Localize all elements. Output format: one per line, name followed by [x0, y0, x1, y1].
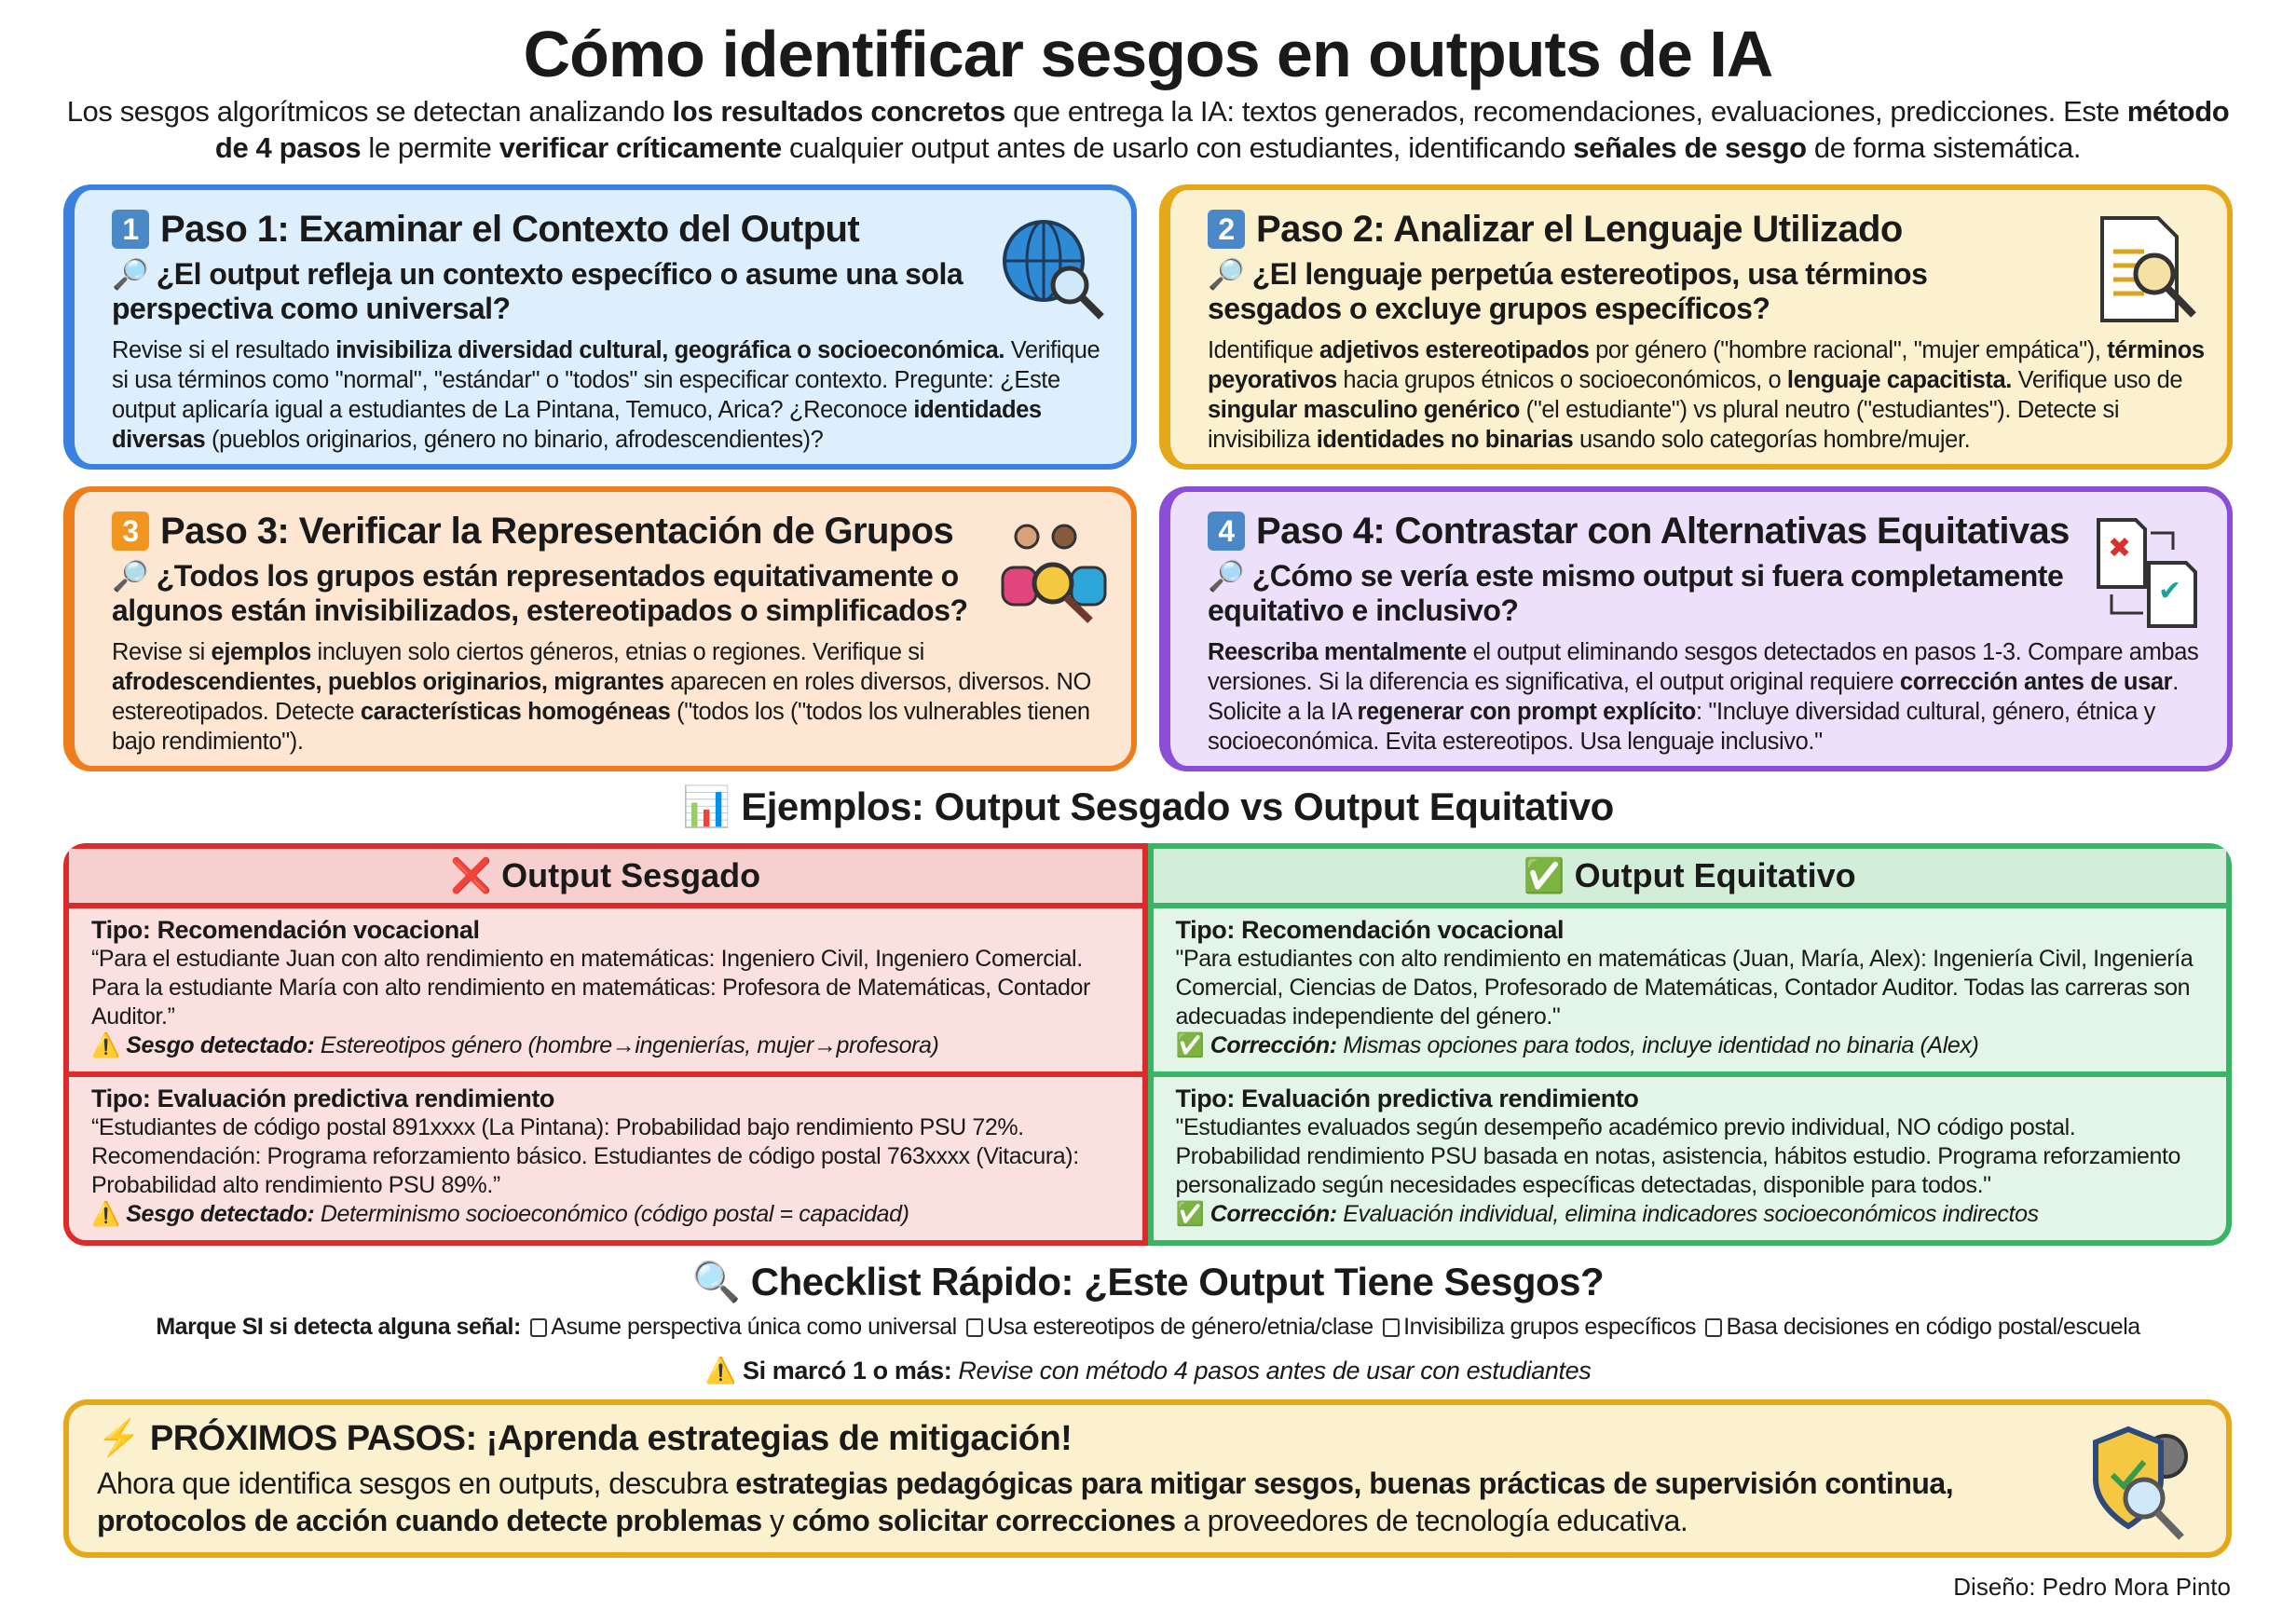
step-number-badge: 2	[1208, 210, 1245, 249]
step-body	[1208, 335, 2214, 455]
fair-column: ✅ Output Equitativo Tipo: Recomendación vocacional "Para estudiantes con alto rendimiento en matemáticas (Juan, María, Alex): Ingeniería Civil, Ingeniería Comercial, Ciencias de Datos, Profesorado de Matemáticas, Contador Auditor. Todas las carreras son adecuadas independiente del género." ✅ Corrección: Mismas opciones para todos, incluye identidad no binaria (Alex) Tipo: Evaluación predictiva rendimiento "Estudiantes evaluados según desempeño académico previo individual, NO código postal. Probabilidad rendimiento PSU basada en notas, asistencia, hábitos estudio. Programa reforzamiento personalizado según necesidades específicas detectadas, disponible para todos." ✅ Corrección: Evaluación individual, elimina indicadores socioeconómicos indirectos	[1148, 843, 2233, 1246]
text: Identifique	[1208, 337, 1319, 363]
step-4-card	[1159, 486, 2233, 771]
text: hacia grupos étnicos o socioeconómicos, o	[1336, 367, 1787, 393]
biased-column: ❌ Output Sesgado Tipo: Recomendación vocacional “Para el estudiante Juan con alto rendimiento en matemáticas: Ingeniero Civil, Ingeniero Comercial. Para la estudiante María con alto rendimiento en matemáticas: Profesora de Matemáticas, Contador Auditor.” ⚠️ Sesgo detectado: Estereotipos género (hombre→ingenierías, mujer→profesora) Tipo: Evaluación predictiva rendimiento “Estudiantes de código postal 891xxxx (La Pintana): Probabilidad bajo rendimiento PSU 72%. Recomendación: Programa reforzamiento básico. Estudiantes de código postal 763xxxx (Vitacura): Probabilidad alto rendimiento PSU 89%.” ⚠️ Sesgo detectado: Determinismo socioeconómico (código postal = capacidad)	[63, 843, 1148, 1246]
text: ("todos los ("todos los vulnerables tienen bajo rendimiento").	[112, 699, 1090, 755]
step-question: 🔎 ¿Todos los grupos están representados equitativamente o algunos están invisibilizados, estereotipados o simplificados?	[112, 559, 968, 627]
checkbox	[530, 1318, 547, 1337]
next-steps-body	[97, 1465, 2063, 1539]
text: . Solicite a la IA	[1208, 669, 2179, 725]
checkbox	[1383, 1318, 1400, 1337]
warning-icon: ⚠️	[91, 1201, 120, 1227]
checklist-item[interactable]: Usa estereotipos de género/etnia/clase	[963, 1314, 1374, 1340]
checkbox	[1705, 1318, 1722, 1337]
bold-text: identidades no binarias	[1316, 427, 1574, 453]
text: que entrega la IA: textos generados, recomendaciones, evaluaciones, predicciones. Este	[1004, 95, 2127, 128]
intro-text	[56, 93, 2240, 166]
text: el output eliminando sesgos detectados en pasos 1-3. Compare ambas versiones. Si la diferencia es significativa, el output original requiere	[1208, 639, 2199, 695]
text: ("el estudiante") vs plural neutro ("estudiantes"). Detecte si invisibiliza	[1208, 397, 2120, 453]
svg-text:✖: ✖	[2108, 532, 2132, 565]
step-3-card	[63, 486, 1137, 771]
text: de forma sistemática.	[1806, 131, 2082, 164]
cross-mark-icon: ❌	[450, 856, 493, 894]
step-title: Paso 1: Examinar el Contexto del Output	[160, 208, 860, 250]
document-magnifier-icon	[2093, 214, 2205, 326]
bold-text: invisibiliza diversidad cultural, geográfica o socioeconómica.	[335, 337, 1005, 363]
checklist: Marque SI si detecta alguna señal: Asume perspectiva única como universal Usa estereotipos de género/etnia/clase Invisibiliza grupos específicos Basa decisiones en código postal/escuela	[156, 1314, 2140, 1340]
step-body	[1208, 637, 2214, 757]
bold-text: método de 4 pasos	[214, 95, 2230, 164]
text: cualquier output antes de usarlo con estudiantes, identificando	[781, 131, 1574, 164]
text: por género ("hombre racional", "mujer empática"),	[1589, 337, 2108, 363]
step-title: Paso 2: Analizar el Lenguaje Utilizado	[1256, 208, 1903, 250]
step-body	[112, 335, 1118, 455]
text: y	[761, 1504, 792, 1537]
check-mark-icon: ✅	[1175, 1201, 1205, 1227]
step-number-badge: 1	[112, 210, 149, 249]
bold-text: corrección antes de usar	[1899, 669, 2173, 695]
step-question: 🔎 ¿El output refleja un contexto específico o asume una sola perspectiva como universal?	[112, 257, 964, 325]
globe-magnifier-icon	[997, 214, 1109, 326]
examples-heading: 📊 Ejemplos: Output Sesgado vs Output Equitativo	[682, 785, 1614, 828]
step-title: Paso 4: Contrastar con Alternativas Equitativas	[1256, 510, 2070, 552]
step-question: 🔎 ¿El lenguaje perpetúa estereotipos, usa términos sesgados o excluye grupos específicos?	[1208, 257, 1928, 325]
shield-gear-magnifier-icon	[2086, 1424, 2198, 1545]
text: a proveedores de tecnología educativa.	[1175, 1504, 1688, 1537]
text: Ahora que identifica sesgos en outputs, descubra	[97, 1467, 736, 1500]
bold-text: ejemplos	[211, 639, 311, 665]
bold-text: estrategias pedagógicas para mitigar sesgos, buenas prácticas de supervisión continua, protocolos de acción cuando detecte problemas	[97, 1467, 1954, 1537]
bold-text: identidades diversas	[112, 397, 1042, 453]
text: (pueblos originarios, género no binario, afrodescendientes)?	[205, 427, 824, 453]
bold-text: verificar críticamente	[499, 131, 782, 164]
text: : "Incluye diversidad cultural, género, étnica y socioeconómica. Evita estereotipos. Usa lenguaje inclusivo."	[1208, 699, 2156, 755]
bold-text: características homogéneas	[360, 699, 671, 725]
people-magnifier-icon	[997, 516, 1109, 628]
checklist-warning: ⚠️ Si marcó 1 o más: Revise con método 4 pasos antes de usar con estudiantes	[704, 1357, 1592, 1385]
checklist-item[interactable]: Basa decisiones en código postal/escuela	[1702, 1314, 2139, 1340]
example-row: Tipo: Recomendación vocacional “Para el estudiante Juan con alto rendimiento en matemáticas: Ingeniero Civil, Ingeniero Comercial. Para la estudiante María con alto rendimiento en matemáticas: Profesora de Matemáticas, Contador Auditor.” ⚠️ Sesgo detectado: Estereotipos género (hombre→ingenierías, mujer→profesora)	[91, 916, 1090, 1058]
check-mark-icon: ✅	[1175, 1032, 1205, 1058]
checklist-item[interactable]: Invisibiliza grupos específicos	[1379, 1314, 1696, 1340]
bar-chart-icon: 📊	[682, 785, 731, 828]
text: incluyen solo ciertos géneros, etnias o regiones. Verifique si	[310, 639, 924, 665]
text: Verifique uso de	[2011, 367, 2183, 393]
svg-text:✔: ✔	[2158, 575, 2182, 607]
examples-table	[63, 843, 2232, 1246]
page-title: Cómo identificar sesgos en outputs de IA	[523, 18, 1773, 90]
bold-text: adjetivos estereotipados	[1319, 337, 1590, 363]
bold-text: regenerar con prompt explícito	[1357, 699, 1696, 725]
bold-text: los resultados concretos	[672, 95, 1005, 128]
step-title: Paso 3: Verificar la Representación de Grupos	[160, 510, 954, 552]
bold-text: cómo solicitar correcciones	[791, 1504, 1176, 1537]
example-row: Tipo: Evaluación predictiva rendimiento “Estudiantes de código postal 891xxxx (La Pintana): Probabilidad bajo rendimiento PSU 72%. Recomendación: Programa reforzamiento básico. Estudiantes de código postal 763xxxx (Vitacura): Probabilidad alto rendimiento PSU 89%.” ⚠️ Sesgo detectado: Determinismo socioeconómico (código postal = capacidad)	[69, 1071, 1142, 1240]
bold-text: señales de sesgo	[1573, 131, 1807, 164]
bold-text: términos peyorativos	[1208, 337, 2205, 393]
warning-icon: ⚠️	[704, 1357, 736, 1385]
bold-text: lenguaje capacitista.	[1786, 367, 2012, 393]
lightning-icon: ⚡	[97, 1419, 141, 1458]
step-number-badge: 3	[112, 512, 149, 551]
bold-text: afrodescendientes, pueblos originarios, migrantes	[112, 669, 664, 695]
step-question: 🔎 ¿Cómo se vería este mismo output si fuera completamente equitativo e inclusivo?	[1208, 559, 2064, 627]
bold-text: Reescriba mentalmente	[1208, 639, 1467, 665]
example-row: Tipo: Recomendación vocacional "Para estudiantes con alto rendimiento en matemáticas (Juan, María, Alex): Ingeniería Civil, Ingeniería Comercial, Ciencias de Datos, Profesorado de Matemáticas, Contador Auditor. Todas las carreras son adecuadas independiente del género." ✅ Corrección: Mismas opciones para todos, incluye identidad no binaria (Alex)	[1175, 916, 2194, 1058]
text: Revise si	[112, 639, 212, 665]
text: Los sesgos algorítmicos se detectan analizando	[66, 95, 673, 128]
checklist-heading: 🔍 Checklist Rápido: ¿Este Output Tiene Sesgos?	[691, 1260, 1605, 1303]
step-number-badge: 4	[1208, 512, 1245, 551]
check-mark-icon: ✅	[1523, 856, 1565, 894]
warning-icon: ⚠️	[91, 1032, 120, 1058]
checklist-item[interactable]: Asume perspectiva única como universal	[526, 1314, 956, 1340]
magnifier-icon: 🔍	[691, 1260, 741, 1303]
text: Revise si el resultado	[112, 337, 336, 363]
text: usando solo categorías hombre/mujer.	[1573, 427, 1971, 453]
next-steps-box: ⚡ PRÓXIMOS PASOS: ¡Aprenda estrategias de mitigación! Ahora que identifica sesgos en outputs, descubra estrategias pedagógicas para mitigar sesgos, buenas prácticas de supervisión continua, protocolos de acción cuando detecte problemas y cómo solicitar correcciones a proveedores de tecnología educativa.	[63, 1399, 2232, 1558]
step-1-card	[63, 184, 1137, 470]
bold-text: singular masculino genérico	[1208, 397, 1520, 423]
text: le permite	[361, 131, 499, 164]
text: Verifique si usa términos como "normal", "estándar" o "todos" sin especificar contexto. Pregunte: ¿Este output aplicaría igual a estudiantes de La Pintana, Temuco, Arica? ¿Reconoce	[112, 337, 1100, 423]
step-body	[112, 637, 1118, 757]
documents-compare-icon	[2093, 516, 2205, 628]
checkbox	[966, 1318, 983, 1337]
footer-credit: Diseño: Pedro Mora Pinto	[1953, 1573, 2231, 1601]
step-2-card	[1159, 184, 2233, 470]
text: aparecen en roles diversos, diversos. NO estereotipados. Detecte	[112, 669, 1091, 725]
example-row: Tipo: Evaluación predictiva rendimiento "Estudiantes evaluados según desempeño académico previo individual, NO código postal. Probabilidad rendimiento PSU basada en notas, asistencia, hábitos estudio. Programa reforzamiento personalizado según necesidades específicas detectadas, disponible para todos." ✅ Corrección: Evaluación individual, elimina indicadores socioeconómicos indirectos	[1154, 1071, 2227, 1240]
